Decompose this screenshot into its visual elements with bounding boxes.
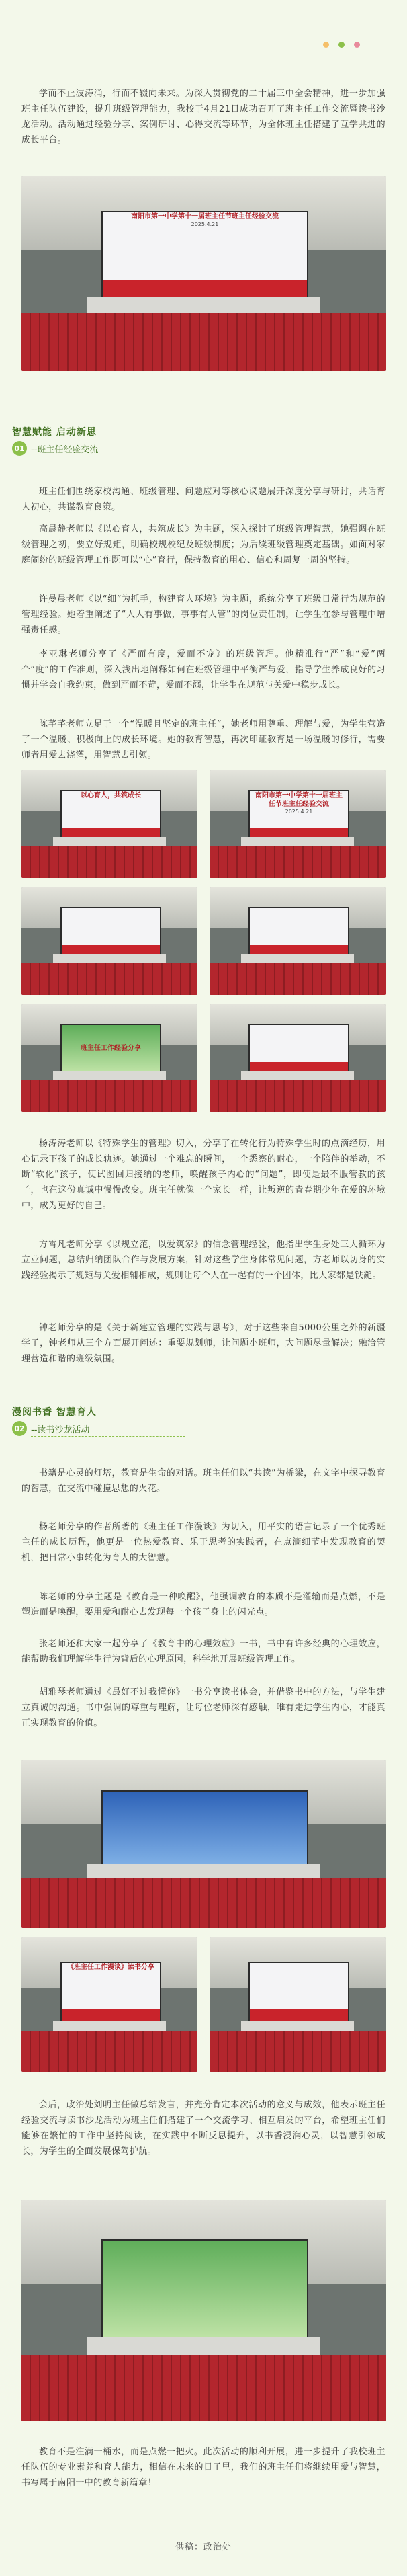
reading-salon-photo[interactable] (21, 1760, 386, 1928)
screen-date: 2025.4.21 (191, 221, 219, 228)
paragraph: 陈芊芊老师立足于一个“温暖且坚定的班主任”，她老师用尊重、理解与爱，为学生营造了一个温暖、积极向上的成长环境。她的教育智慧，再次印证教育是一场温暖的修行，需要师者用爱去浇灌，用智慧去引领。 (21, 719, 386, 760)
paragraph: 班主任们围绕家校沟通、班级管理、问题应对等核心议题展开深度分享与研讨，共话育人初心，共谋教育良策。 (21, 487, 386, 512)
grid-photo[interactable] (21, 887, 197, 995)
group-photo[interactable] (21, 2200, 386, 2421)
paragraph: 陈老师的分享主题是《教育是一种唤醒》，他强调教育的本质不是灌输而是点燃，不是塑造而是唤醒，要用爱和耐心去发现每一个孩子身上的闪光点。 (21, 1592, 386, 1617)
section-number-badge: 02 (12, 1421, 27, 1436)
grid-photo[interactable] (210, 770, 386, 878)
closing-paragraph: 教育不是注满一桶水，而是点燃一把火。此次活动的顺利开展，进一步提升了我校班主任队伍的专业素养和育人能力，相信在未来的日子里，我们的班主任们将继续用爱与智慧，书写属于南阳一中的教育新篇章！ (21, 2447, 386, 2488)
decor-dot-2 (338, 42, 345, 48)
paragraph: 杨涛涛老师以《特殊学生的管理》切入，分享了在转化行为特殊学生时的点滴经历，用心记录下孩子的成长轨迹。她通过一个难忘的瞬间，一个悉察的耐心，一个陪伴的举动，不断“软化”孩子，使试图回归接纳的老师，唤醒孩子内心的“问题”，即使是最不服管教的孩子，也在这份真诚中慢慢改变。班主任就像一个家长一样，让叛逆的青春期少年在爱的环境中，成为更好的自己。 (21, 1139, 386, 1211)
paragraph: 高晨静老师以《以心育人，共筑成长》为主题，深入探讨了班级管理智慧，她强调在班级管理之初，要立好规矩，明确校规校纪及班级制度；为后续班级管理奠定基础。如面对家庭闹纷的班级管理工作既可以“心”育行，保持教育的用心、信心和周复一周的坚持。 (21, 524, 386, 565)
paragraph: 胡雅琴老师通过《最好不过我懂你》一书分享读书体会，并借鉴书中的方法，与学生建立真诚的沟通。书中强调的尊重与理解，让每位老师深有感触，唯有走进学生内心，才能真正实现教育的价值。 (21, 1687, 386, 1728)
section-subheading: --读书沙龙活动 (31, 1425, 90, 1435)
section-heading: 智慧赋能 启动新思 (12, 427, 97, 438)
section-heading: 漫阅书香 智慧育人 (12, 1407, 97, 1418)
screen-title: 《班主任工作漫谈》读书分享 (66, 1964, 154, 1971)
reading-salon-photo[interactable] (210, 1937, 386, 2072)
screen-title: 南阳市第一中学第十一届班主任节班主任经验交流 (130, 213, 279, 221)
grid-photo[interactable] (21, 770, 197, 878)
meeting-photo-1[interactable] (21, 176, 386, 371)
section-1-header (12, 425, 99, 455)
grid-photo[interactable] (21, 1004, 197, 1112)
paragraph: 钟老师分享的是《关于新建立管理的实践与思考》，对于这些来自5000公里之外的新疆学子，钟老师从三个方面展开阐述：重要规划师，让问题小班师，大问题尽量解决；融洽管理营造和谐的班级氛围。 (21, 1323, 386, 1364)
screen-title: 南阳市第一中学第十一届班主任节班主任经验交流 (255, 791, 343, 808)
paragraph: 方霄凡老师分享《以规立范，以爱筑家》的信念管理经验，他指出学生身处三大循环为立业问题，总结归纳团队合作与发展方案，针对这些学生身体常见问题，方老师以切身的实践经验揭示了规矩与关爱相辅相成，规则让每个人在一起有的一个团体，比大家都是铁鎚。 (21, 1240, 386, 1281)
screen-title: 以心育人，共筑成长 (80, 791, 141, 799)
reading-salon-photo[interactable] (21, 1937, 197, 2072)
decor-dot-3 (354, 42, 360, 48)
paragraph: 张老师还和大家一起分享了《教育中的心理效应》一书，书中有许多经典的心理效应，能帮助我们理解学生行为背后的心理原因，科学地开展班级管理工作。 (21, 1639, 386, 1664)
intro-paragraph: 学而不止波涛涌，行而不辍向未来。为深入贯彻党的二十届三中全会精神，进一步加强班主任队伍建设，提升班级管理能力，我校于4月21日成功召开了班主任工作交流暨读书沙龙活动。活动通过经验分享、案例研讨、心得交流等环节，为全体班主任搭建了互学共进的成长平台。 (21, 89, 386, 145)
paragraph: 李亚琳老师分享了《严而有度，爱而不宠》的班级管理。他精准行“严”和“爱”两个“度”的工作准则，深入浅出地阐释如何在班级管理中平衡严与爱，指导学生养成良好的习惯并学会自我约束，做到严而不苛，爱而不溺，让学生在规范与关爱中稳步成长。 (21, 649, 386, 690)
screen-title: 班主任工作经验分享 (80, 1045, 141, 1053)
section-subheading: --班主任经验交流 (31, 445, 99, 455)
paragraph: 杨老师分享的作者所著的《班主任工作漫谈》为切入，用平实的语言记录了一个优秀班主任的成长历程，他更是一位热爱教育、乐于思考的实践者，在点滴细节中发现教育的契机，把日常小事转化为育人的大智慧。 (21, 1522, 386, 1563)
paragraph: 许曼晨老师《以“细”为抓手，构建育人环境》为主题，系统分享了班级日常行为规范的管理经验。她着重阐述了“人人有事做，事事有人管”的岗位责任制，让学生在参与管理中增强责任感。 (21, 594, 386, 635)
credit-line: 供稿：政治处 (175, 2542, 232, 2552)
section-number-badge: 01 (12, 441, 27, 456)
paragraph: 会后，政治处刘明主任做总结发言，并充分肯定本次活动的意义与成效，他表示班主任经验交流与读书沙龙活动为班主任们搭建了一个交流学习、相互启发的平台，希望班主任们能够在繁忙的工作中坚持阅读，在实践中不断反思提升，以书香浸润心灵，以智慧引领成长，为学生的全面发展保驾护航。 (21, 2100, 386, 2157)
grid-photo[interactable] (210, 887, 386, 995)
section-2-header (12, 1405, 97, 1435)
paragraph: 书籍是心灵的灯塔，教育是生命的对话。班主任们以“共读”为桥梁，在文字中探寻教育的智慧，在交流中碰撞思想的火花。 (21, 1468, 386, 1494)
decor-dot-1 (323, 42, 329, 48)
screen-date: 2025.4.21 (285, 808, 313, 815)
grid-photo[interactable] (210, 1004, 386, 1112)
section-divider (31, 1436, 185, 1437)
decor-dots (323, 42, 360, 48)
